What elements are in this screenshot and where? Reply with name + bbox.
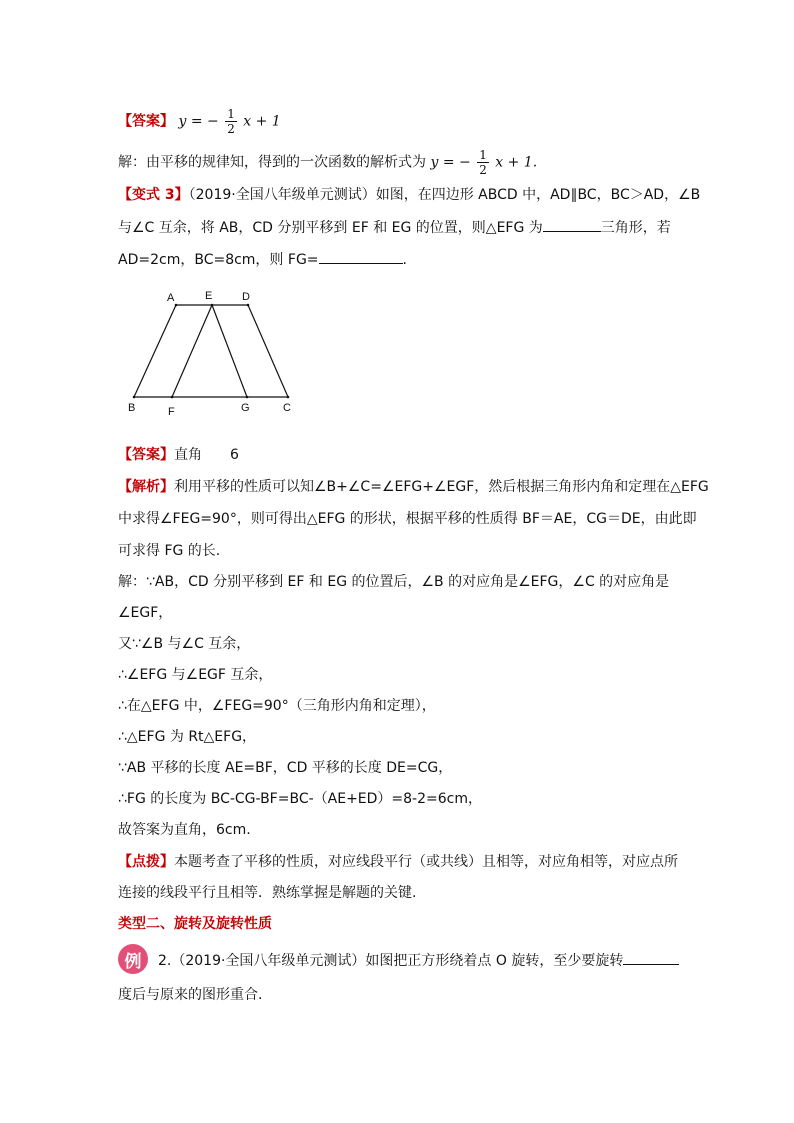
section-title: 类型二、旋转及旋转性质 <box>118 916 272 932</box>
solution-2-line-4: ∴∠EFG 与∠EGF 互余， <box>118 667 273 683</box>
solution-1-expr-suffix: x + 1. <box>495 154 538 171</box>
solution-2-line-2: ∠EGF， <box>118 605 173 621</box>
segment-eg <box>212 305 247 397</box>
answer-1-frac-den: 2 <box>227 122 235 136</box>
label-b: B <box>128 402 136 414</box>
answer-2-tag: 【答案】 <box>118 447 174 463</box>
point-g <box>246 396 249 399</box>
answer-2-line <box>118 445 239 465</box>
answer-1-frac-num: 1 <box>227 107 235 121</box>
solution-1-expr-prefix: y = − <box>430 154 471 171</box>
solution-2-line-7: ∵AB 平移的长度 AE=BF，CD 平移的长度 DE=CG， <box>118 760 453 776</box>
variant-3-tag: 【变式 3】 <box>118 187 189 203</box>
variant-3-blank-2 <box>319 249 403 264</box>
solution-2-line-1: 解：∵AB，CD 分别平移到 EF 和 EG 的位置后，∠B 的对应角是∠EFG，∠C 的对应角是 <box>118 574 670 590</box>
answer-1-expr-suffix: x + 1 <box>243 113 281 130</box>
example-badge <box>118 944 148 974</box>
solution-1-text: 解：由平移的规律知，得到的一次函数的解析式为 <box>118 154 426 171</box>
variant-3-text-3b: . <box>402 252 407 268</box>
analysis-line-1 <box>118 477 709 497</box>
answer-1-tag: 【答案】 <box>118 113 174 130</box>
solution-2-line-9: 故答案为直角，6cm. <box>118 822 251 838</box>
point-c <box>287 396 290 399</box>
analysis-text-1: 利用平移的性质可以知∠B+∠C=∠EFG+∠EGF，然后根据三角形内角和定理在△EFG <box>174 479 709 495</box>
answer-1-fraction <box>225 107 237 136</box>
tip-line-1 <box>118 852 678 872</box>
variant-3-line-2 <box>118 217 671 238</box>
analysis-line-3: 可求得 FG 的长. <box>118 543 221 559</box>
tip-tag: 【点拨】 <box>118 854 174 870</box>
tip-line-2: 连接的线段平行且相等．熟练掌握是解题的关键. <box>118 885 417 901</box>
solution-2-line-6: ∴△EFG 为 Rt△EFG， <box>118 729 257 745</box>
answer-1-line <box>118 107 281 136</box>
segment-dc <box>248 305 288 397</box>
variant-3-text-2b: 三角形，若 <box>600 220 671 236</box>
example-badge-label: 例 <box>124 952 142 972</box>
solution-2-line-3: 又∵∠B 与∠C 互余， <box>118 636 251 652</box>
label-c: C <box>283 402 291 414</box>
answer-1-expr-prefix: y = − <box>178 113 219 130</box>
variant-3-blank-1 <box>543 217 601 232</box>
variant-3-line-1 <box>118 185 700 205</box>
variant-3-text-2a: 与∠C 互余，将 AB，CD 分别平移到 EF 和 EG 的位置，则△EFG 为 <box>118 220 543 236</box>
point-b <box>133 396 136 399</box>
example-blank <box>623 950 679 965</box>
solution-2-line-8: ∴FG 的长度为 BC-CG-BF=BC-（AE+ED）=8-2=6cm， <box>118 791 482 807</box>
segment-ef <box>172 305 212 397</box>
example-line-1 <box>158 950 679 971</box>
point-e <box>211 304 214 307</box>
solution-1-fraction <box>477 148 489 177</box>
label-a: A <box>167 292 175 304</box>
example-line-2: 度后与原来的图形重合. <box>118 987 263 1003</box>
analysis-tag: 【解析】 <box>118 479 174 495</box>
variant-3-text-1: （2019·全国八年级单元测试）如图，在四边形 ABCD 中，AD∥BC，BC＞AD，∠B <box>188 187 701 203</box>
example-text-1: 2.（2019·全国八年级单元测试）如图把正方形绕着点 O 旋转，至少要旋转 <box>158 953 624 969</box>
variant-3-text-3a: AD=2cm，BC=8cm，则 FG= <box>118 252 319 268</box>
solution-1-frac-den: 2 <box>479 163 487 177</box>
solution-2-line-5: ∴在△EFG 中，∠FEG=90°（三角形内角和定理）， <box>118 698 436 714</box>
point-f <box>171 396 174 399</box>
trapezoid-figure <box>120 285 300 420</box>
variant-3-line-3 <box>118 249 407 270</box>
point-a <box>175 304 178 307</box>
tip-text-1: 本题考查了平移的性质，对应线段平行（或共线）且相等，对应角相等，对应点所 <box>174 854 678 870</box>
label-d: D <box>242 291 250 303</box>
answer-2-text: 直角 <box>174 447 202 463</box>
label-g: G <box>241 402 250 414</box>
analysis-line-2: 中求得∠FEG=90°，则可得出△EFG 的形状，根据平移的性质得 BF＝AE，CG＝DE，由此即 <box>118 511 697 527</box>
label-e: E <box>205 290 213 302</box>
solution-1-frac-num: 1 <box>479 148 487 162</box>
label-f: F <box>168 406 175 418</box>
solution-1-line <box>118 148 537 177</box>
segment-ab <box>134 305 176 397</box>
point-d <box>247 304 250 307</box>
answer-2-value: 6 <box>230 447 239 463</box>
